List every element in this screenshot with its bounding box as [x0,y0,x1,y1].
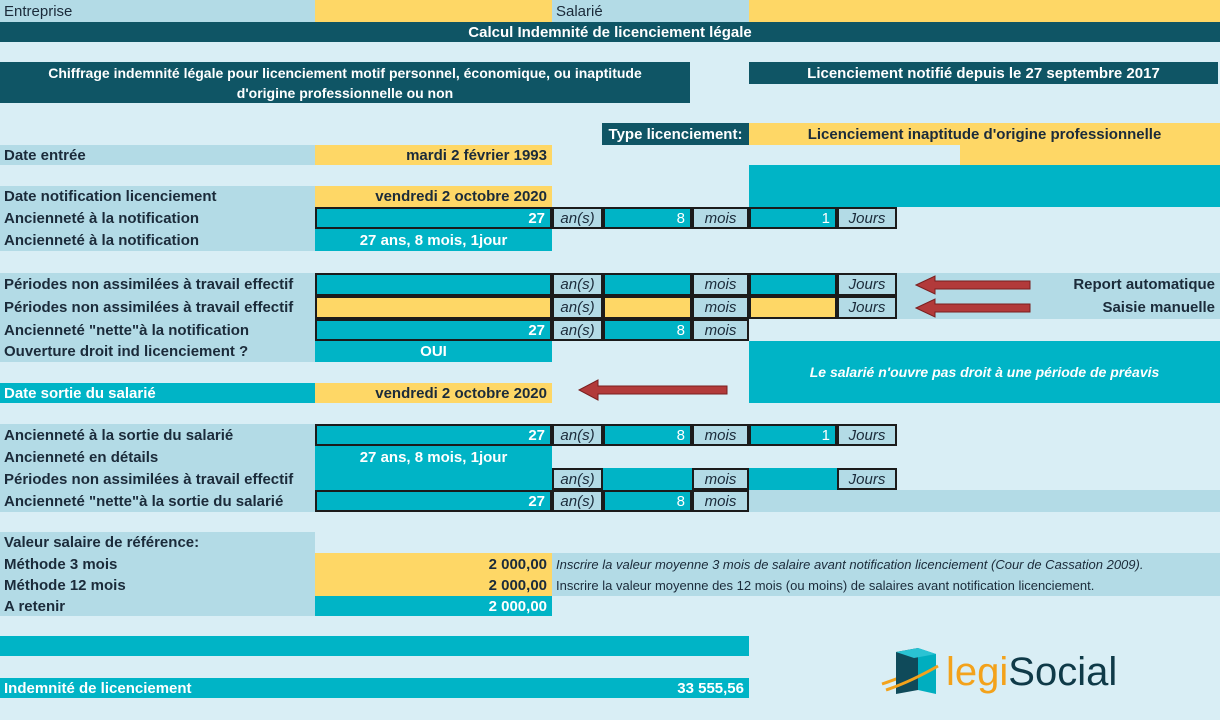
anciennete-notification-text-label: Ancienneté à la notification [0,229,315,251]
methode-12-mois-label: Méthode 12 mois [0,575,315,596]
anciennete-nette-sortie-months: 8 [603,490,692,512]
anciennete-nette-sortie-filler [749,490,1220,512]
type-licenciement-label: Type licenciement: [602,123,749,145]
anciennete-sortie-days: 1 [749,424,837,446]
methode-12-mois-input[interactable]: 2 000,00 [315,575,552,596]
unit-years: an(s) [552,207,603,229]
methode-12-mois-note: Inscrire la valeur moyenne des 12 mois (ou moins) de salaires avant notification licenciement. [552,575,1220,596]
unit-years: an(s) [552,296,603,319]
unit-months: mois [692,424,749,446]
logo-text-social: Social [1008,649,1118,694]
preavis-message: Le salarié n'ouvre pas droit à une période de préavis [749,341,1220,403]
entreprise-input[interactable] [315,0,552,22]
unit-years: an(s) [552,319,603,341]
entreprise-label: Entreprise [0,0,315,22]
unit-months: mois [692,207,749,229]
separator-bar [0,636,749,656]
anciennete-nette-notification-months: 8 [603,319,692,341]
page-title: Calcul Indemnité de licenciement légale [0,22,1220,42]
legisocial-logo [880,642,1150,702]
anciennete-sortie-years: 27 [315,424,552,446]
salarie-label: Salarié [552,0,749,22]
anciennete-notification-days: 1 [749,207,837,229]
methode-3-mois-label: Méthode 3 mois [0,553,315,575]
unit-years: an(s) [552,490,603,512]
notifie-banner: Licenciement notifié depuis le 27 septembre 2017 [749,62,1218,84]
info-block [749,165,1220,207]
unit-months: mois [692,296,749,319]
periodes-manuel-months-input[interactable] [603,296,692,319]
anciennete-details-label: Ancienneté en détails [0,446,315,468]
arrow-left-icon [578,378,730,402]
unit-years: an(s) [552,273,603,296]
periodes-auto-months [603,273,692,296]
periodes-manuel-label: Périodes non assimilées à travail effectif [0,296,315,319]
anciennete-notification-text: 27 ans, 8 mois, 1jour [315,229,552,251]
date-entree-label: Date entrée [0,145,315,165]
anciennete-details-value: 27 ans, 8 mois, 1jour [315,446,552,468]
anciennete-sortie-months: 8 [603,424,692,446]
type-licenciement-select[interactable]: Licenciement inaptitude d'origine professionnelle [749,123,1220,145]
a-retenir-value: 2 000,00 [315,596,552,616]
unit-days: Jours [837,296,897,319]
anciennete-notification-years: 27 [315,207,552,229]
anciennete-nette-notification-years: 27 [315,319,552,341]
unit-days: Jours [837,468,897,490]
periodes-manuel-years-input[interactable] [315,296,552,319]
ouverture-droit-value: OUI [315,341,552,362]
periodes-sortie-label: Périodes non assimilées à travail effectif [0,468,315,490]
arrow-left-icon [915,297,1033,319]
cube-logo-icon [880,644,942,700]
unit-days: Jours [837,424,897,446]
chiffrage-line2: d'origine professionnelle ou non [236,84,454,101]
unit-months: mois [692,273,749,296]
anciennete-nette-notification-label: Ancienneté "nette"à la notification [0,319,315,341]
unit-days: Jours [837,207,897,229]
a-retenir-label: A retenir [0,596,315,616]
anciennete-notification-months: 8 [603,207,692,229]
periodes-sortie-days [749,468,837,490]
anciennete-nette-sortie-label: Ancienneté "nette"à la sortie du salarié [0,490,315,512]
type-licenciement-extra [960,145,1220,165]
periodes-sortie-years [315,468,552,490]
anciennete-sortie-label: Ancienneté à la sortie du salarié [0,424,315,446]
logo-text-legi: legi [946,649,1009,694]
salarie-input[interactable] [749,0,1220,22]
date-notification-input[interactable]: vendredi 2 octobre 2020 [315,186,552,207]
saisie-manuelle-label: Saisie manuelle [897,296,1220,319]
date-notification-label: Date notification licenciement [0,186,315,207]
arrow-left-icon [915,274,1033,296]
periodes-auto-label: Périodes non assimilées à travail effectif [0,273,315,296]
anciennete-notification-label: Ancienneté à la notification [0,207,315,229]
indemnite-row [0,678,749,698]
date-sortie-input[interactable]: vendredi 2 octobre 2020 [315,383,552,403]
unit-years: an(s) [552,424,603,446]
unit-months: mois [692,490,749,512]
salaire-reference-label: Valeur salaire de référence: [0,532,315,553]
periodes-auto-days [749,273,837,296]
date-entree-input[interactable]: mardi 2 février 1993 [315,145,552,165]
chiffrage-line1: Chiffrage indemnité légale pour licenciement motif personnel, économique, ou inaptitude [48,64,642,81]
periodes-auto-years [315,273,552,296]
anciennete-nette-sortie-years: 27 [315,490,552,512]
indemnite-label: Indemnité de licenciement [4,679,192,697]
unit-years: an(s) [552,468,603,490]
unit-months: mois [692,468,749,490]
methode-3-mois-input[interactable]: 2 000,00 [315,553,552,575]
unit-months: mois [692,319,749,341]
report-automatique-label: Report automatique [897,273,1220,296]
periodes-sortie-months [603,468,692,490]
chiffrage-box [0,62,690,103]
date-sortie-label: Date sortie du salarié [0,383,315,403]
indemnite-value: 33 555,56 [677,679,744,697]
unit-days: Jours [837,273,897,296]
ouverture-droit-label: Ouverture droit ind licenciement ? [0,341,315,362]
periodes-manuel-days-input[interactable] [749,296,837,319]
methode-3-mois-note: Inscrire la valeur moyenne 3 mois de salaire avant notification licenciement (Cour de Cassation 2009). [552,553,1220,575]
